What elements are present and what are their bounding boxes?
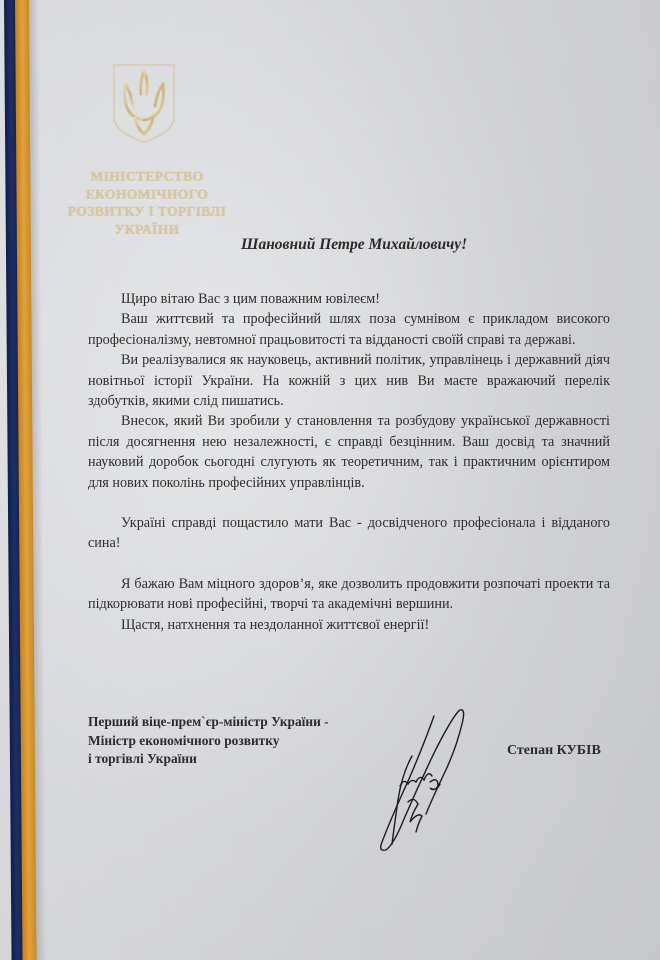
ministry-line: УКРАЇНИ <box>114 221 180 237</box>
paragraph: Я бажаю Вам міцного здоров’я, яке дозволить продовжити розпочаті проекти та підкорювати нові професійні, творчі та академічні вершини. <box>88 575 610 613</box>
paragraph: Внесок, який Ви зробили у становлення та розбудову української державності після досягнення нею незалежності, є справді безцінним. Ваш досвід та значний науковий доробок сьогодні слугують як теоретичним, так і практичним орієнтиром для нових поколінь професійних управлінців. <box>88 413 610 491</box>
ministry-line: ЕКОНОМІЧНОГО <box>85 186 209 202</box>
paragraph: Ви реалізувалися як науковець, активний політик, управлінець і державний діяч новітньої історії України. На кожній з цих нив Ви маєте вражаючий перелік здобутків, якими слід пишатись. <box>88 352 610 410</box>
signer-title-block <box>88 713 329 769</box>
ministry-line: РОЗВИТКУ І ТОРГІВЛІ <box>67 204 227 219</box>
trident-coat-of-arms-icon <box>111 62 177 144</box>
paragraph: Щастя, натхнення та нездоланної життєвої енергії! <box>121 616 430 633</box>
ministry-letterhead <box>52 168 242 238</box>
paragraph: Ваш життєвий та професійний шлях поза сумнівом є прикладом високого професіоналізму, невтомної працьовитості та відданості своїй справі та державі. <box>88 311 610 348</box>
letter-body <box>88 289 610 635</box>
signer-title-line: і торгівлі України <box>88 751 197 766</box>
ministry-line: МІНІСТЕРСТВО <box>90 169 204 184</box>
paragraph: Щиро вітаю Вас з цим поважним ювілеєм! <box>121 291 380 307</box>
salutation: Шановний Петре Михайловичу! <box>241 236 468 253</box>
handwritten-signature-icon <box>374 704 474 854</box>
paragraph: Україні справді пощастило мати Вас - досвідченого професіонала і відданого сина! <box>88 515 610 552</box>
signer-name: Степан КУБІВ <box>507 743 601 758</box>
signer-title-line: Міністр економічного розвитку <box>88 732 280 748</box>
signer-title-line: Перший віце-прем`єр-міністр України - <box>88 714 329 729</box>
